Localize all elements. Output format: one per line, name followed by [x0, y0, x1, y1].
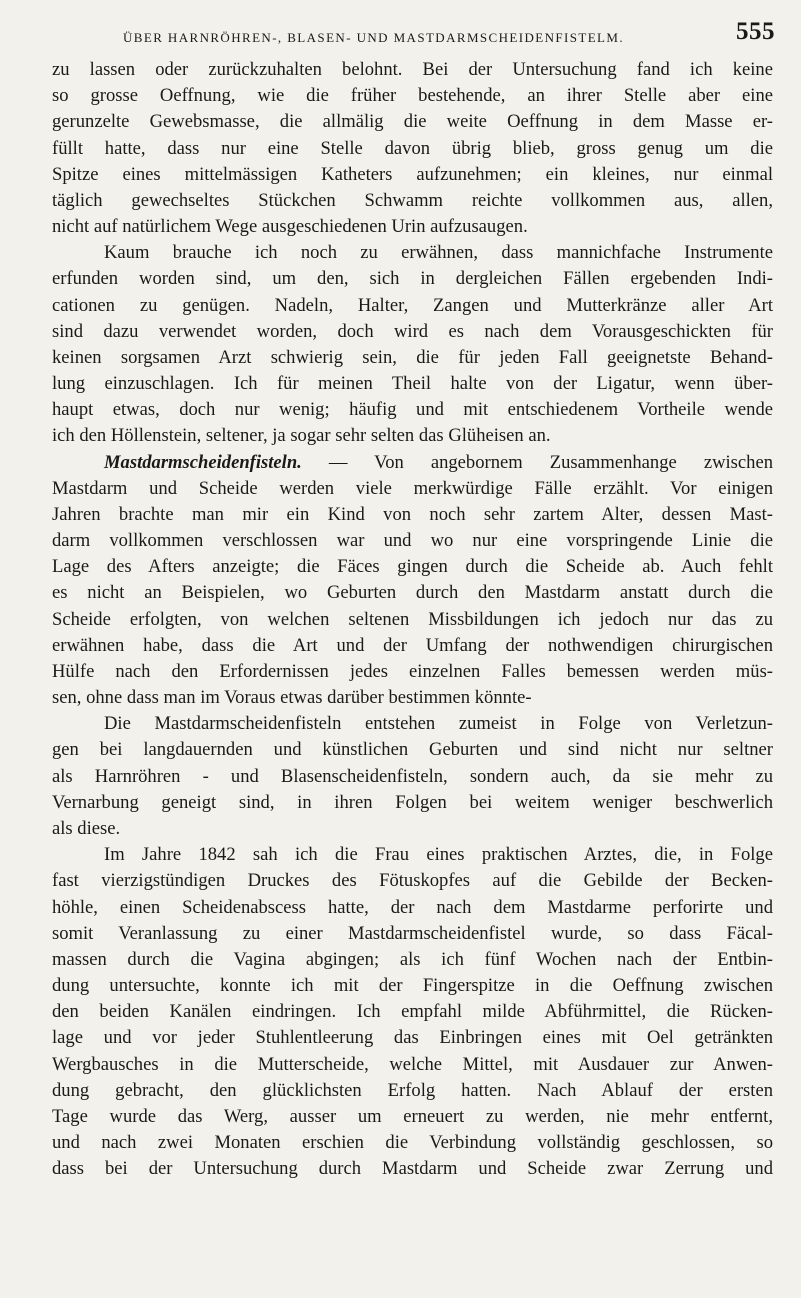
running-head — [52, 16, 775, 52]
text-line: Mastdarm und Scheide werden viele merkwürdige Fälle erzählt. Vor einigen — [52, 477, 773, 499]
text-line: lung einzuschlagen. Ich für meinen Theil halte von der Ligatur, wenn über- — [52, 373, 773, 395]
text-line: Wergbausches in die Mutterscheide, welche Mittel, mit Ausdauer zur Anwen- — [52, 1053, 773, 1075]
section-line — [52, 450, 773, 476]
text-line: es nicht an Beispielen, wo Geburten durch den Mastdarm anstatt durch die — [52, 582, 773, 604]
running-title: ÜBER HARNRÖHREN-, BLASEN- UND MASTDARMSCHEIDENFISTELM. — [123, 30, 625, 45]
text-line: Jahren brachte man mir ein Kind von noch sehr zartem Alter, dessen Mast- — [52, 503, 773, 525]
text-line: darm vollkommen verschlossen war und wo nur eine vorspringende Linie die — [52, 530, 773, 552]
text-line: haupt etwas, doch nur wenig; häufig und mit entschiedenem Vortheile wende — [52, 399, 773, 421]
text-line: Vernarbung geneigt sind, in ihren Folgen bei weitem weniger beschwerlich — [52, 791, 773, 813]
text-line: füllt hatte, dass nur eine Stelle davon übrig blieb, gross genug um die — [52, 137, 773, 159]
text-line: massen durch die Vagina abgingen; als ich fünf Wochen nach der Entbin- — [52, 948, 773, 970]
text-line: Tage wurde das Werg, ausser um erneuert zu werden, nie mehr entfernt, — [52, 1105, 773, 1127]
section-line-text: — Von angebornem Zusammenhange zwischen — [328, 451, 773, 473]
text-line: zu lassen oder zurückzuhalten belohnt. Bei der Untersuchung fand ich keine — [52, 59, 773, 80]
text-line: erfunden worden sind, um den, sich in dergleichen Fällen ergebenden Indi- — [52, 268, 773, 290]
text-line: dass bei der Untersuchung durch Mastdarm und Scheide zwar Zerrung und — [52, 1158, 773, 1180]
text-line: als Harnröhren - und Blasenscheidenfisteln, sondern auch, da sie mehr zu — [52, 765, 773, 787]
text-line: täglich gewechseltes Stückchen Schwamm reichte vollkommen aus, allen, — [52, 189, 773, 211]
text-line: Hülfe nach den Erfordernissen jedes einzelnen Falles bemessen werden müs- — [52, 660, 773, 682]
text-line: und nach zwei Monaten erschien die Verbindung vollständig geschlossen, so — [52, 1132, 773, 1154]
text-line: dung gebracht, den glücklichsten Erfolg hatten. Nach Ablauf der ersten — [52, 1079, 773, 1101]
text-line: Im Jahre 1842 sah ich die Frau eines praktischen Arztes, die, in Folge — [104, 844, 773, 866]
text-line: Spitze eines mittelmässigen Katheters aufzunehmen; ein kleines, nur einmal — [52, 163, 773, 185]
text-line: Die Mastdarmscheidenfisteln entstehen zumeist in Folge von Verletzun- — [104, 713, 773, 735]
text-line: keinen sorgsamen Arzt schwierig sein, die für jeden Fall geeignetste Behand- — [52, 346, 773, 368]
text-line: so grosse Oeffnung, wie die früher bestehende, an ihrer Stelle aber eine — [52, 85, 773, 107]
text-line: sind dazu verwendet worden, doch wird es nach dem Vorausgeschickten für — [52, 320, 773, 342]
text-line: gen bei langdauernden und künstlichen Geburten und sind nicht nur seltner — [52, 739, 773, 761]
text-line: nicht auf natürlichem Wege ausgeschiedenen Urin aufzusaugen. — [52, 216, 528, 238]
text-line: ich den Höllenstein, seltener, ja sogar sehr selten das Glüheisen an. — [52, 425, 551, 447]
section-heading: Mastdarmscheidenfisteln. — [104, 451, 302, 473]
body-text — [52, 57, 773, 1182]
page-number: 555 — [736, 18, 775, 45]
text-line: Kaum brauche ich noch zu erwähnen, dass mannichfache Instrumente — [104, 242, 773, 264]
text-line: sen, ohne dass man im Voraus etwas darüber bestimmen könnte- — [52, 687, 532, 709]
text-line: dung untersuchte, konnte ich mit der Fingerspitze in die Oeffnung zwischen — [52, 975, 773, 997]
text-line: erwähnen habe, dass die Art und der Umfang der nothwendigen chirurgischen — [52, 634, 773, 656]
text-line: somit Veranlassung zu einer Mastdarmscheidenfistel wurde, so dass Fäcal- — [52, 922, 773, 944]
text-line: den beiden Kanälen eindringen. Ich empfahl milde Abführmittel, die Rücken- — [52, 1001, 773, 1023]
text-line: lage und vor jeder Stuhlentleerung das Einbringen eines mit Oel getränkten — [52, 1027, 773, 1049]
text-line: Scheide erfolgten, von welchen seltenen Missbildungen ich jedoch nur das zu — [52, 608, 773, 630]
text-line: gerunzelte Gewebsmasse, die allmälig die weite Oeffnung in dem Masse er- — [52, 111, 773, 133]
text-line: fast vierzigstündigen Druckes des Fötuskopfes auf die Gebilde der Becken- — [52, 870, 773, 892]
text-line: Lage des Afters anzeigte; die Fäces gingen durch die Scheide ab. Auch fehlt — [52, 556, 773, 578]
text-line: höhle, einen Scheidenabscess hatte, der nach dem Mastdarme perforirte und — [52, 896, 773, 918]
text-line: als diese. — [52, 817, 121, 839]
text-line: cationen zu genügen. Nadeln, Halter, Zangen und Mutterkränze aller Art — [52, 294, 773, 316]
